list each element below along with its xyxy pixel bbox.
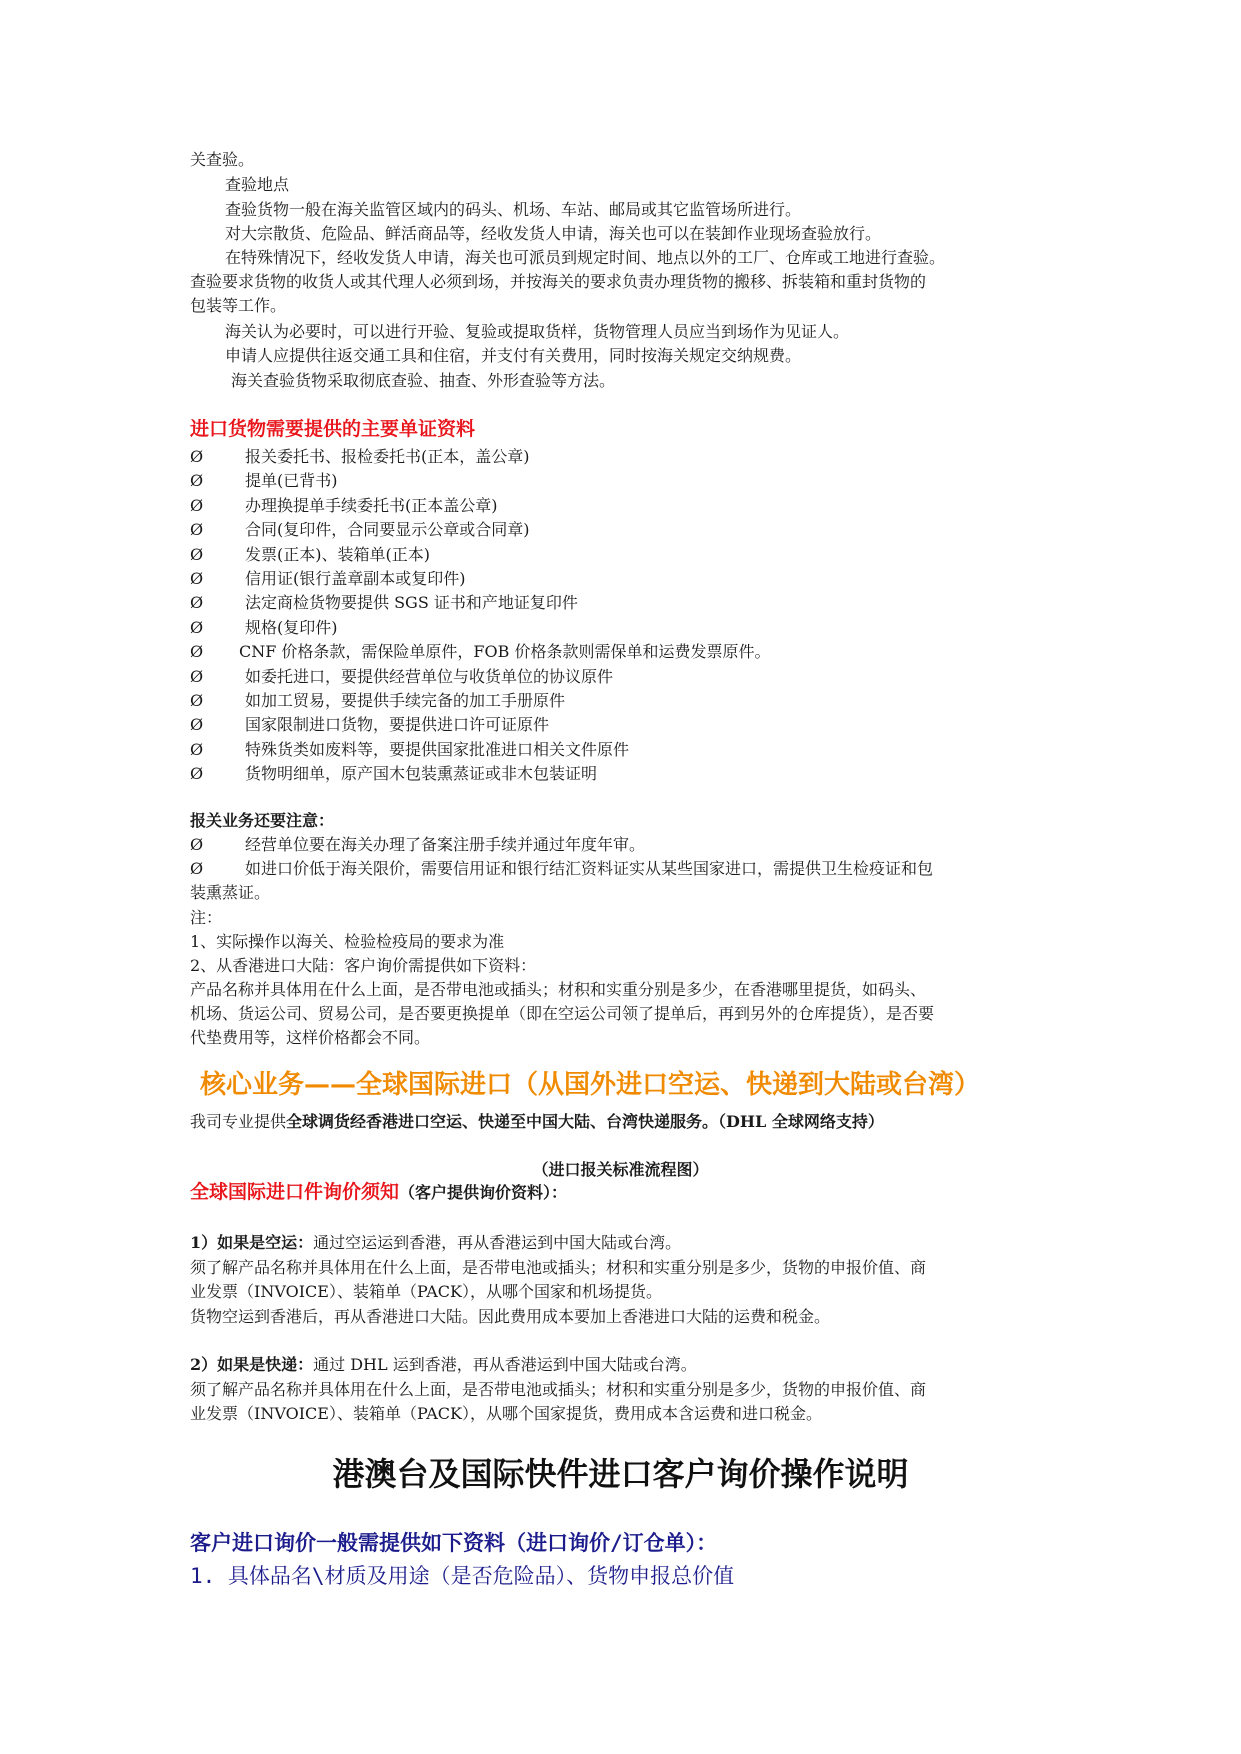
bullet-icon: Ø	[190, 835, 204, 854]
paragraph: 业发票（INVOICE）、装箱单（PACK），从哪个国家和机场提货。	[190, 1282, 663, 1301]
bullet-icon: Ø	[190, 618, 204, 637]
paragraph: 包装等工作。	[190, 296, 287, 315]
list-item: 1. 具体品名\材质及用途（是否危险品）、货物申报总价值	[190, 1564, 735, 1588]
bullet-icon: Ø	[190, 496, 204, 515]
note-item: 1、实际操作以海关、检验检疫局的要求为准	[190, 932, 505, 951]
bullet-icon: Ø	[190, 447, 204, 466]
bullet-icon: Ø	[190, 740, 204, 759]
page-title: 港澳台及国际快件进口客户询价操作说明	[332, 1455, 909, 1493]
bullet-icon: Ø	[190, 593, 204, 612]
section-heading-notice: 报关业务还要注意：	[190, 811, 335, 830]
subheading-inspection-place: 查验地点	[225, 175, 290, 194]
paragraph: 海关认为必要时，可以进行开验、复验或提取货样，货物管理人员应当到场作为见证人。	[225, 322, 850, 341]
paragraph: 海关查验货物采取彻底查验、抽查、外形查验等方法。	[231, 371, 616, 390]
bullet-icon: Ø	[190, 667, 204, 686]
text-line: 关查验。	[190, 150, 255, 169]
note-item: 2、从香港进口大陆：客户询价需提供如下资料：	[190, 956, 537, 975]
flow-chart-caption: （进口报关标准流程图）	[532, 1160, 709, 1179]
express-line: 2）如果是快递：通过 DHL 运到香港，再从香港运到中国大陆或台湾。	[190, 1355, 697, 1374]
document-page: 关查验。 查验地点 查验货物一般在海关监管区域内的码头、机场、车站、邮局或其它监管场所进行。 对大宗散货、危险品、鲜活商品等，经收发货人申请，海关也可以在装卸作业现场查验放行。 在特殊情况下，经收发货人申请，海关也可派员到规定时间、地点以外的工厂、仓库或工地进行查验。 查验要求货物的收货人或其代理人必须到场，并按海关的要求负责办理货物的搬移、拆装箱和重封货物的 包装等工作。 海关认为必要时，可以进行开验、复验或提取货样，货物管理人员应当到场作为见证人。 申请人应提供往返交通工具和住宿，并支付有关费用，同时按海关规定交纳规费。 海关查验货物采取彻底查验、抽查、外形查验等方法。 进口货物需要提供的主要单证资料 Ø 报关委托书、报检委托书(正本，盖公章) Ø 提单(已背书) Ø 办理换提单手续委托书(正本盖公章) Ø 合同(复印件，合同要显示公章或合同章) Ø 发票(正本)、装箱单(正本) Ø 信用证(银行盖章副本或复印件) Ø 法定商检货物要提供 SGS 证书和产地证复印件 Ø 规格(复印件) Ø CNF 价格条款，需保险单原件，FOB 价格条款则需保单和运费发票原件。 Ø 如委托进口，要提供经营单位与收货单位的协议原件 Ø 如加工贸易，要提供手续完备的加工手册原件 Ø 国家限制进口货物，要提供进口许可证原件 Ø 特殊货类如废料等，要提供国家批准进口相关文件原件 Ø 货物明细单，原产国木包装熏蒸证或非木包装证明 报关业务还要注意： Ø 经营单位要在海关办理了备案注册手续并通过年度年审。 Ø 如进口价低于海关限价，需要信用证和银行结汇资料证实从某些国家进口，需提供卫生检疫证和包 装熏蒸证。 注： 1、实际操作以海关、检验检疫局的要求为准 2、从香港进口大陆：客户询价需提供如下资料： 产品名称并具体用在什么上面，是否带电池或插头；材积和实重分别是多少，在香港哪里提货，如码头、 机场、货运公司、贸易公司，是否要更换提单（即在空运公司领了提单后，再到另外的仓库提货），是否要 代垫费用等，这样价格都会不同。 核心业务——全球国际进口（从国外进口空运、快递到大陆或台湾） 我司专业提供全球调货经香港进口空运、快递至中国大陆、台湾快递服务。（DHL 全球网络支持） （进口报关标准流程图） 全球国际进口件询价须知（客户提供询价资料）： 1）如果是空运：通过空运运到香港，再从香港运到中国大陆或台湾。 须了解产品名称并具体用在什么上面，是否带电池或插头；材积和实重分别是多少，货物的申报价值、商 业发票（INVOICE）、装箱单（PACK），从哪个国家和机场提货。 货物空运到香港后，再从香港进口大陆。因此费用成本要加上香港进口大陆的运费和税金。 2）如果是快递：通过 DHL 运到香港，再从香港运到中国大陆或台湾。 须了解产品名称并具体用在什么上面，是否带电池或插头；材积和实重分别是多少，货物的申报价值、商 业发票（INVOICE）、装箱单（PACK），从哪个国家提货，费用成本含运费和进口税金。 港澳台及国际快件进口客户询价操作说明 客户进口询价一般需提供如下资料（进口询价/订仓单）： 1. 具体品名\材质及用途（是否危险品）、货物申报总价值	[0, 0, 1241, 1754]
note-label: 注：	[190, 908, 223, 927]
paragraph: 产品名称并具体用在什么上面，是否带电池或插头；材积和实重分别是多少，在香港哪里提货，如码头、	[190, 980, 927, 999]
bullet-icon: Ø	[190, 471, 204, 490]
inquiry-subheading: 客户进口询价一般需提供如下资料（进口询价/订仓单）：	[190, 1531, 718, 1555]
bullet-icon: Ø	[190, 642, 204, 661]
paragraph: 查验货物一般在海关监管区域内的码头、机场、车站、邮局或其它监管场所进行。	[225, 200, 802, 219]
paragraph: 货物空运到香港后，再从香港进口大陆。因此费用成本要加上香港进口大陆的运费和税金。	[190, 1307, 831, 1326]
paragraph: 装熏蒸证。	[190, 883, 271, 902]
bullet-icon: Ø	[190, 859, 204, 878]
bullet-icon: Ø	[190, 520, 204, 539]
paragraph: 代垫费用等，这样价格都会不同。	[190, 1028, 431, 1047]
bullet-icon: Ø	[190, 715, 204, 734]
inquiry-heading: 全球国际进口件询价须知（客户提供询价资料）：	[190, 1181, 568, 1203]
paragraph: 须了解产品名称并具体用在什么上面，是否带电池或插头；材积和实重分别是多少，货物的申报价值、商	[190, 1258, 927, 1277]
intro-line: 我司专业提供全球调货经香港进口空运、快递至中国大陆、台湾快递服务。（DHL 全球网络支持）	[190, 1112, 884, 1131]
air-freight-line: 1）如果是空运：通过空运运到香港，再从香港运到中国大陆或台湾。	[190, 1233, 682, 1252]
bullet-icon: Ø	[190, 569, 204, 588]
bullet-icon: Ø	[190, 691, 204, 710]
section-heading-documents: 进口货物需要提供的主要单证资料	[190, 418, 476, 440]
paragraph: 须了解产品名称并具体用在什么上面，是否带电池或插头；材积和实重分别是多少，货物的申报价值、商	[190, 1380, 927, 1399]
bullet-icon: Ø	[190, 764, 204, 783]
bullet-icon: Ø	[190, 545, 204, 564]
paragraph: 在特殊情况下，经收发货人申请，海关也可派员到规定时间、地点以外的工厂、仓库或工地进行查验。	[225, 248, 946, 267]
paragraph: 机场、货运公司、贸易公司，是否要更换提单（即在空运公司领了提单后，再到另外的仓库提货），是否要	[190, 1004, 935, 1023]
paragraph: 对大宗散货、危险品、鲜活商品等，经收发货人申请，海关也可以在装卸作业现场查验放行。	[225, 224, 882, 243]
section-heading-core-business: 核心业务——全球国际进口（从国外进口空运、快递到大陆或台湾）	[200, 1070, 981, 1100]
paragraph: 查验要求货物的收货人或其代理人必须到场，并按海关的要求负责办理货物的搬移、拆装箱和重封货物的	[190, 272, 927, 291]
paragraph: 申请人应提供往返交通工具和住宿，并支付有关费用，同时按海关规定交纳规费。	[225, 346, 802, 365]
paragraph: 业发票（INVOICE）、装箱单（PACK），从哪个国家提货，费用成本含运费和进口税金。	[190, 1404, 823, 1423]
